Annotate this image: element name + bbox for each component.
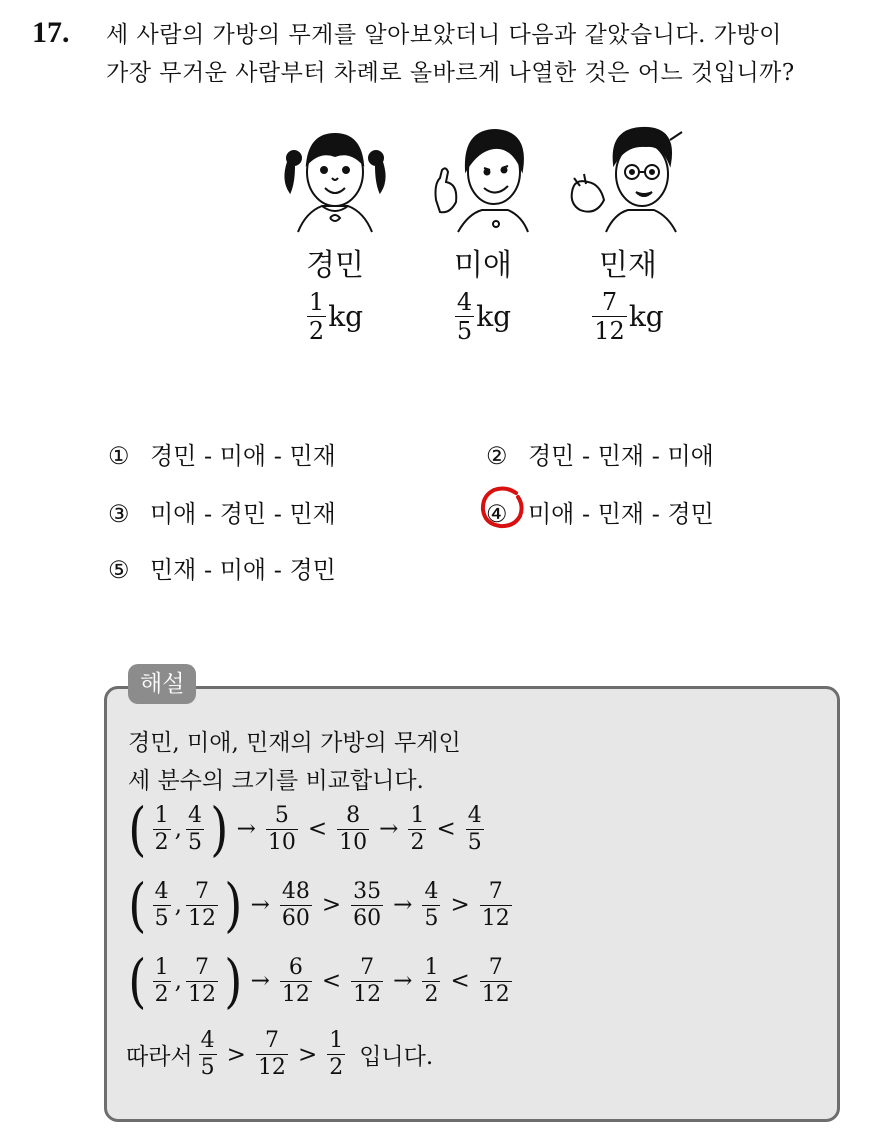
choice-3[interactable] — [108, 494, 336, 529]
numerator: 4 — [154, 878, 169, 904]
arrow: → — [393, 968, 413, 994]
numerator: 4 — [187, 802, 202, 828]
right-paren: ) — [224, 947, 243, 1015]
denominator: 12 — [257, 1055, 286, 1080]
fraction — [186, 954, 218, 1007]
choice-1[interactable] — [108, 436, 336, 471]
numerator: 7 — [360, 954, 375, 980]
comparison-row — [126, 795, 488, 863]
fraction — [153, 954, 171, 1007]
choice-number: ② — [486, 442, 508, 470]
choice-text: 미애 - 경민 - 민재 — [150, 500, 336, 528]
denominator: 2 — [154, 981, 169, 1007]
comparison-operator: > — [297, 1041, 318, 1068]
numerator: 7 — [264, 1028, 279, 1053]
question-text-line2: 가장 무거운 사람부터 차례로 올바르게 나열한 것은 어느 것입니까? — [106, 60, 795, 86]
weight-unit: kg — [628, 300, 664, 333]
denominator: 12 — [187, 905, 216, 931]
girl-illustration — [276, 120, 394, 236]
weight-unit: kg — [328, 300, 364, 333]
denominator: 5 — [456, 317, 473, 345]
arrow: → — [379, 816, 399, 842]
choice-number: ③ — [108, 500, 130, 528]
choice-number: ⑤ — [108, 556, 130, 584]
numerator: 1 — [424, 954, 439, 980]
comparison-operator: < — [307, 816, 328, 842]
comma: , — [174, 816, 182, 842]
bag-weight — [424, 290, 542, 343]
question-number: 17. — [32, 16, 70, 49]
denominator: 12 — [594, 317, 625, 345]
left-paren: ( — [128, 947, 147, 1015]
explanation-line2: 세 분수의 크기를 비교합니다. — [128, 768, 424, 794]
fraction — [153, 878, 171, 931]
choice-text: 경민 - 미애 - 민재 — [150, 442, 336, 470]
pointing-girl-illustration — [424, 120, 542, 236]
numerator: 1 — [329, 1028, 344, 1053]
comma: , — [174, 892, 182, 918]
numerator: 4 — [467, 802, 482, 828]
fraction — [422, 878, 440, 931]
person-minjae — [566, 120, 690, 343]
denominator: 2 — [410, 829, 425, 855]
answer-circle-mark — [478, 484, 526, 532]
numerator: 7 — [194, 878, 209, 904]
numerator: 35 — [353, 878, 382, 904]
boy-illustration — [566, 120, 690, 236]
person-name: 미애 — [454, 248, 512, 283]
fraction — [186, 802, 204, 855]
fraction — [466, 802, 484, 855]
numerator: 6 — [288, 954, 303, 980]
choice-number: ① — [108, 442, 130, 470]
fraction — [153, 802, 171, 855]
denominator: 12 — [281, 981, 310, 1007]
fraction — [266, 802, 298, 855]
fraction — [256, 1030, 288, 1079]
comparison-row — [126, 947, 516, 1015]
numerator: 8 — [346, 802, 361, 828]
person-name: 민재 — [599, 248, 657, 283]
arrow: → — [236, 816, 256, 842]
right-paren: ) — [224, 871, 243, 939]
denominator: 2 — [329, 1055, 344, 1080]
denominator: 12 — [481, 981, 510, 1007]
denominator: 12 — [481, 905, 510, 931]
denominator: 5 — [424, 905, 439, 931]
arrow: → — [250, 892, 270, 918]
arrow: → — [393, 892, 413, 918]
numerator: 1 — [308, 288, 325, 316]
fraction — [327, 1030, 345, 1079]
fraction — [351, 954, 383, 1007]
denominator: 2 — [424, 981, 439, 1007]
left-paren: ( — [128, 871, 147, 939]
conclusion-line — [126, 1030, 433, 1079]
comparison-operator: > — [450, 892, 470, 918]
comma: , — [174, 968, 182, 994]
fraction — [408, 802, 426, 855]
bag-weight — [566, 290, 690, 343]
numerator: 5 — [274, 802, 289, 828]
arrow: → — [250, 968, 270, 994]
denominator: 10 — [267, 829, 296, 855]
numerator: 4 — [456, 288, 473, 316]
comparison-operator: < — [321, 968, 342, 994]
choice-text: 경민 - 민재 - 미애 — [528, 442, 714, 470]
fraction — [337, 802, 369, 855]
fraction — [480, 878, 512, 931]
choice-2[interactable] — [486, 436, 714, 471]
numerator: 7 — [194, 954, 209, 980]
numerator: 4 — [200, 1028, 215, 1053]
denominator: 5 — [467, 829, 482, 855]
fraction — [480, 954, 512, 1007]
comparison-operator: < — [450, 968, 470, 994]
explanation-line1: 경민, 미애, 민재의 가방의 무게인 — [128, 730, 461, 756]
numerator: 1 — [154, 954, 169, 980]
denominator: 12 — [187, 981, 216, 1007]
denominator: 2 — [308, 317, 325, 345]
numerator: 1 — [154, 802, 169, 828]
left-paren: ( — [128, 795, 147, 863]
fraction — [280, 954, 312, 1007]
person-gyeongmin — [276, 120, 394, 343]
comparison-operator: < — [436, 816, 456, 842]
fraction — [186, 878, 218, 931]
weight-fraction — [592, 290, 627, 343]
weight-fraction — [307, 290, 326, 343]
choice-number: ④ — [486, 500, 508, 528]
numerator: 7 — [488, 954, 503, 980]
fraction — [280, 878, 312, 931]
denominator: 5 — [187, 829, 202, 855]
numerator: 1 — [410, 802, 425, 828]
fraction — [422, 954, 440, 1007]
conclusion-suffix: 입니다. — [359, 1044, 434, 1070]
choice-text: 미애 - 민재 - 경민 — [528, 500, 714, 528]
denominator: 60 — [281, 905, 310, 931]
denominator: 60 — [353, 905, 382, 931]
denominator: 5 — [200, 1055, 215, 1080]
comparison-operator: > — [226, 1041, 246, 1068]
question-text-line1: 세 사람의 가방의 무게를 알아보았더니 다음과 같았습니다. 가방이 — [106, 22, 782, 48]
choice-5[interactable] — [108, 550, 336, 585]
weight-fraction — [455, 290, 474, 343]
numerator: 48 — [281, 878, 310, 904]
numerator: 4 — [424, 878, 439, 904]
numerator: 7 — [601, 288, 618, 316]
person-name: 경민 — [306, 248, 364, 283]
right-paren: ) — [210, 795, 229, 863]
fraction — [351, 878, 383, 931]
denominator: 5 — [154, 905, 169, 931]
denominator: 12 — [353, 981, 382, 1007]
numerator: 7 — [488, 878, 503, 904]
choice-text: 민재 - 미애 - 경민 — [150, 556, 336, 584]
conclusion-prefix: 따라서 — [126, 1044, 193, 1070]
weight-unit: kg — [476, 300, 512, 333]
comparison-operator: > — [321, 892, 342, 918]
bag-weight — [276, 290, 394, 343]
explanation-tag: 해설 — [128, 664, 196, 704]
fraction — [199, 1030, 217, 1079]
denominator: 10 — [339, 829, 368, 855]
person-miae — [424, 120, 542, 343]
comparison-row — [126, 871, 516, 939]
denominator: 2 — [154, 829, 169, 855]
